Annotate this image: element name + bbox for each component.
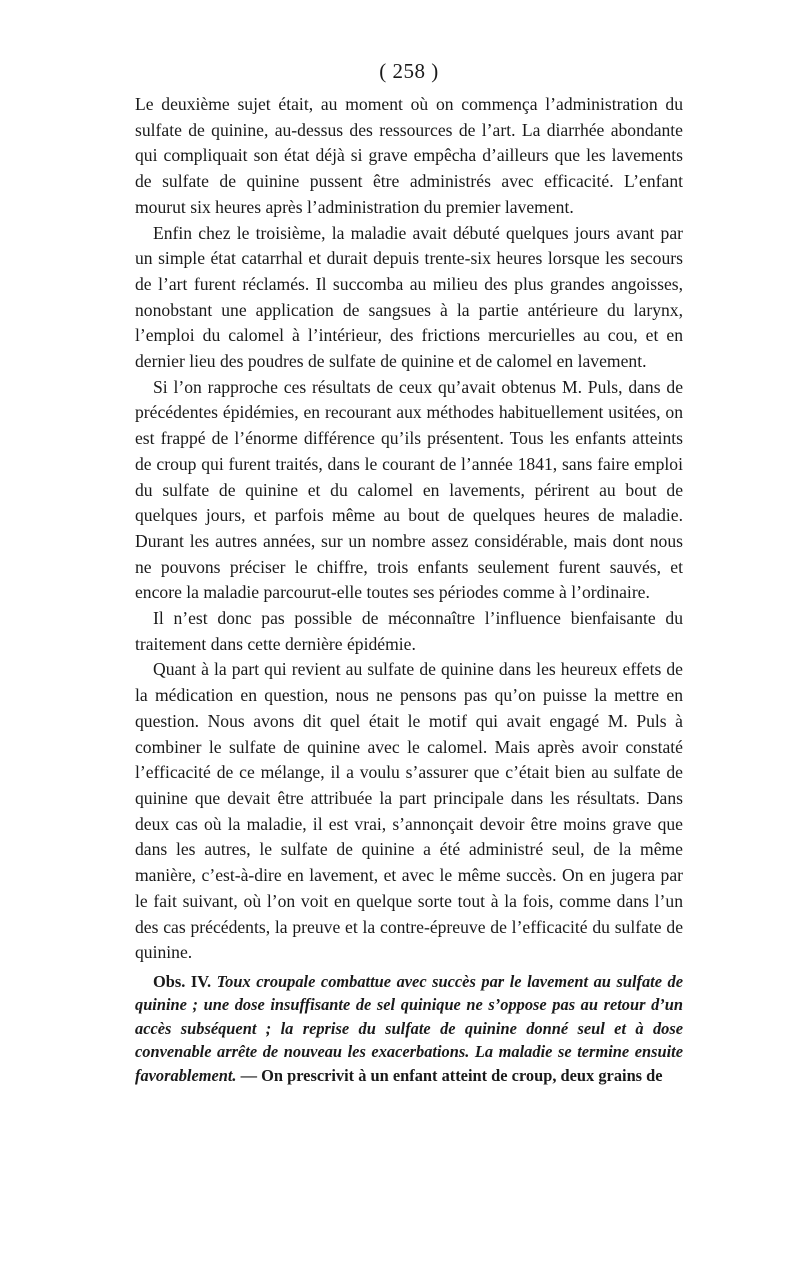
book-page [135, 58, 683, 1087]
paragraph-conclusion: Il n’est donc pas possible de méconnaître l’influence bienfaisante du traitement dans cette dernière épidémie. [135, 608, 683, 654]
observation-label: Obs. IV. [153, 971, 212, 991]
paragraph-deuxieme-sujet: Le deuxième sujet était, au moment où on commença l’administration du sulfate de quinine, au-dessus des ressources de l’art. La diarrhée abondante qui compliquait son état déjà si grave empêcha d’ailleurs que les lavements de sulfate de quinine pussent être administrés avec efficacité. L’enfant mourut six heures après l’administration du premier lavement. [135, 94, 683, 217]
observation-block [135, 970, 683, 1088]
observation-title: Toux croupale combattue avec succès par le lavement au sulfate de quinine ; une dose insuffisante de sel quinique ne s’oppose pas au retour d’un accès subséquent ; la reprise du sulfate de quinine donné seul et à dose convenable arrête de nouveau les exacerbations. La maladie se termine ensuite favorablement. [135, 971, 683, 1085]
observation-body: — On prescrivit à un enfant atteint de croup, deux grains de [240, 1065, 663, 1085]
paragraph-comparaison-resultats: Si l’on rapproche ces résultats de ceux qu’avait obtenus M. Puls, dans de précédentes épidémies, en recourant aux méthodes habituellement usitées, on est frappé de l’énorme différence qu’ils présentent. Tous les enfants atteints de croup qui furent traités, dans le courant de l’année 1841, sans faire emploi du sulfate de quinine et du calomel en lavements, périrent au bout de quelques jours, et parfois même au bout de quelques heures de maladie. Durant les autres années, sur un nombre assez considérable, mais dont nous ne pouvons préciser le chiffre, trois enfants seulement furent sauvés, et encore la maladie parcourut-elle toutes ses périodes comme à l’ordinaire. [135, 376, 683, 603]
page-number: ( 258 ) [379, 59, 439, 83]
paragraph-sulfate-quinine: Quant à la part qui revient au sulfate de quinine dans les heureux effets de la médication en question, nous ne pensons pas qu’on puisse la mettre en question. Nous avons dit quel était le motif qui avait engagé M. Puls à combiner le sulfate de quinine avec le calomel. Mais après avoir constaté l’efficacité de ce mélange, il a voulu s’assurer que c’était bien au sulfate de quinine que devait être attribuée la part principale dans les résultats. Dans deux cas où la maladie, il est vrai, s’annonçait devoir être moins grave que dans les autres, le sulfate de quinine a été administré seul, de la même manière, c’est-à-dire en lavement, et avec le même succès. On en jugera par le fait suivant, où l’on voit en quelque sorte tout à la fois, comme dans l’un des cas précédents, la preuve et la contre-épreuve de l’efficacité du sulfate de quinine. [135, 659, 683, 963]
paragraph-troisieme-sujet: Enfin chez le troisième, la maladie avait débuté quelques jours avant par un simple état catarrhal et durait depuis trente-six heures lorsque les secours de l’art furent réclamés. Il succomba au milieu des plus grandes angoisses, nonobstant une application de sangsues à la partie antérieure du larynx, l’emploi du calomel à l’intérieur, des frictions mercurielles au cou, et en dernier lieu des poudres de sulfate de quinine et de calomel en lavement. [135, 222, 683, 372]
